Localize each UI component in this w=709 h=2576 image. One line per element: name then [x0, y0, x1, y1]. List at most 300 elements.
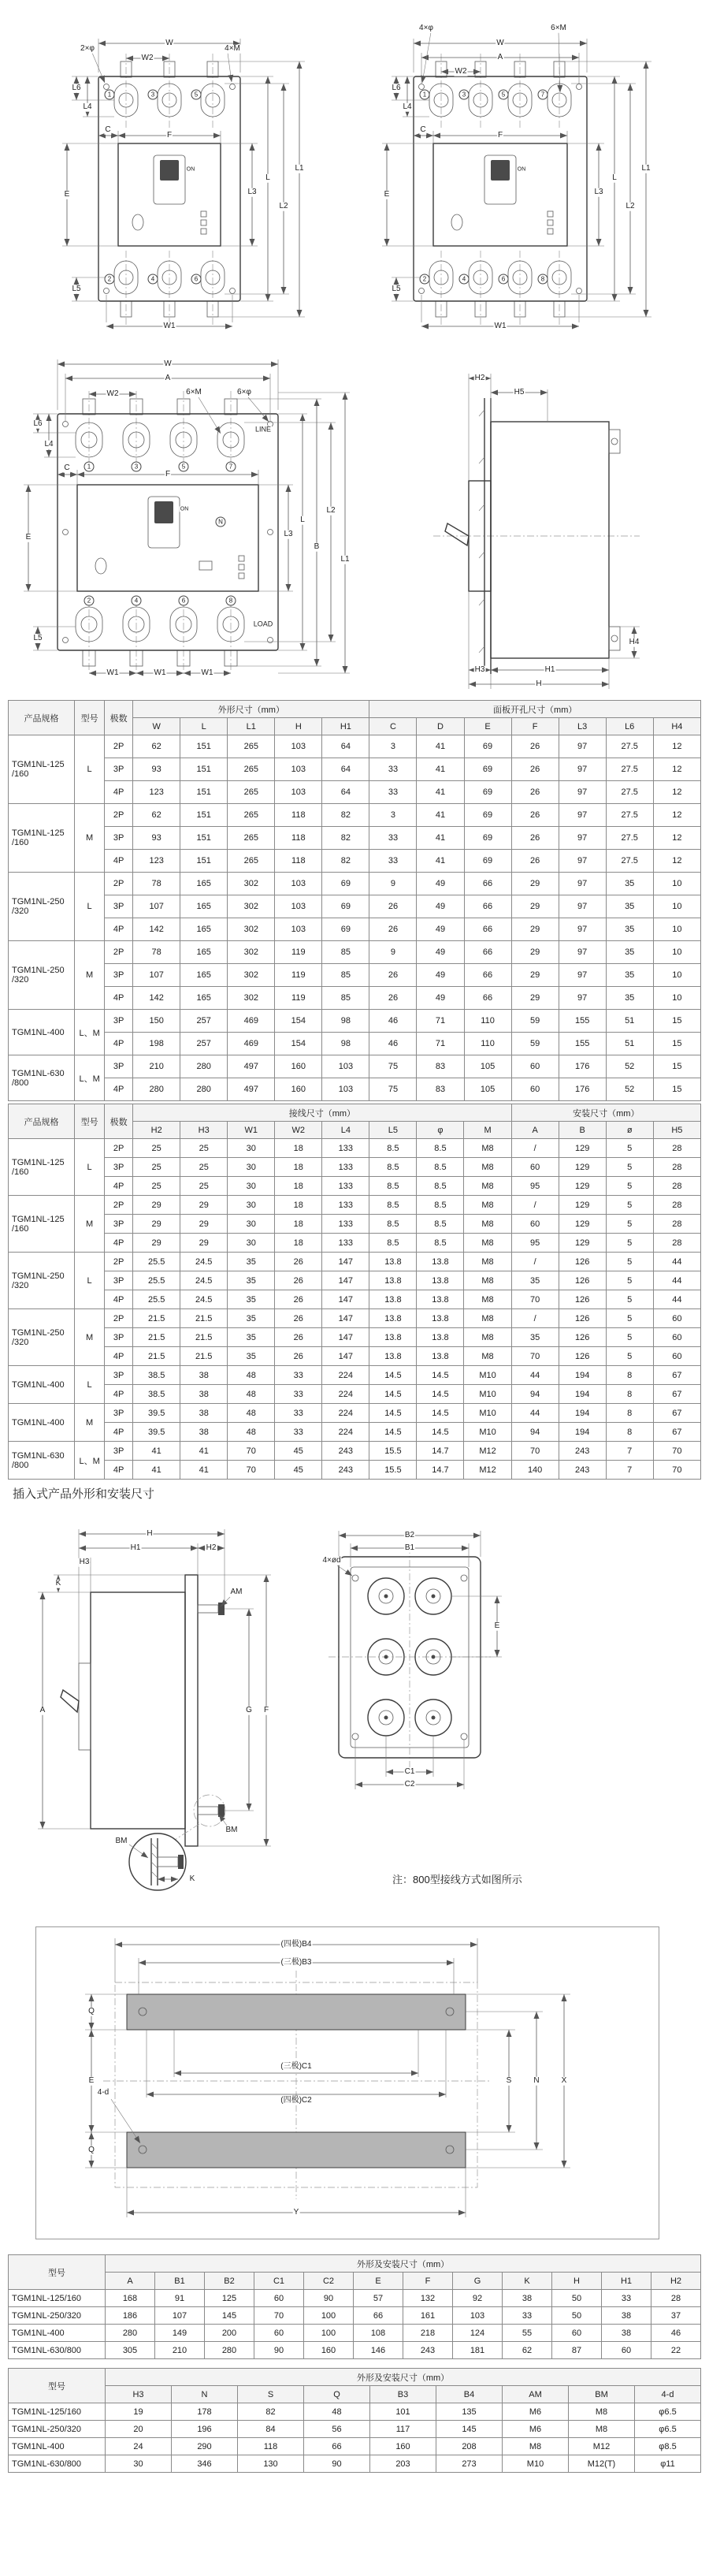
table-cell: 125: [205, 2290, 254, 2307]
table-cell: 26: [275, 1271, 322, 1290]
column-header: 外形及安装尺寸（mm）: [106, 2369, 701, 2386]
table-cell: 24: [106, 2438, 172, 2455]
column-header: A: [106, 2273, 155, 2290]
table-cell: 4P: [105, 987, 133, 1010]
table-cell: TGM1NL-250 /320: [9, 873, 75, 941]
table-cell: 12: [653, 781, 700, 804]
table-cell: 26: [275, 1309, 322, 1328]
table-row: [9, 735, 701, 758]
table-cell: 10: [653, 873, 700, 895]
table-cell: 51: [606, 1033, 653, 1055]
table-cell: 41: [417, 827, 464, 850]
table-cell: 49: [417, 987, 464, 1010]
table-cell: 44: [511, 1366, 559, 1385]
column-header: H1: [322, 718, 369, 735]
table-cell: 60: [511, 1078, 559, 1101]
table-cell: 14.5: [417, 1423, 464, 1442]
table-cell: 160: [275, 1078, 322, 1101]
dimension-label: A: [39, 1705, 46, 1714]
dimension-label: LOAD: [253, 620, 273, 628]
table-cell: 4P: [105, 1290, 133, 1309]
table-cell: TGM1NL-125 /160: [9, 804, 75, 873]
table-cell: 44: [653, 1271, 700, 1290]
front-view-3pole-graphic: [43, 17, 343, 344]
table-cell: 265: [228, 804, 275, 827]
table-row: [9, 1139, 701, 1158]
table-cell: 147: [322, 1253, 369, 1271]
table-cell: M8: [569, 2403, 635, 2421]
terminal-number-label: 3: [148, 90, 158, 100]
table-cell: 30: [228, 1196, 275, 1215]
table-cell: 3P: [105, 1215, 133, 1234]
table-cell: 15: [653, 1078, 700, 1101]
column-header: 型号: [75, 701, 105, 735]
table-cell: 78: [133, 873, 180, 895]
wiring-dimensions-table: [8, 1104, 701, 1480]
table-cell: 33: [369, 850, 417, 873]
table-cell: 70: [228, 1461, 275, 1480]
dimension-label: L4: [83, 102, 92, 111]
table-cell: 25: [133, 1139, 180, 1158]
dimension-label: C: [64, 463, 70, 472]
dimension-label: (三极)B3: [280, 1957, 312, 1967]
table-cell: 133: [322, 1158, 369, 1177]
table-cell: 9: [369, 941, 417, 964]
table-cell: 8.5: [417, 1234, 464, 1253]
dimension-label: E: [64, 189, 70, 199]
table-cell: 60: [653, 1347, 700, 1366]
table-cell: /: [511, 1139, 559, 1158]
table-cell: 33: [602, 2290, 651, 2307]
table-cell: 147: [322, 1271, 369, 1290]
table-cell: 9: [369, 873, 417, 895]
table-cell: 35: [511, 1271, 559, 1290]
table-cell: TGM1NL-400: [9, 1404, 75, 1442]
table-cell: 19: [106, 2403, 172, 2421]
table-cell: 35: [606, 964, 653, 987]
table-cell: 129: [559, 1139, 606, 1158]
table-cell: 97: [559, 781, 606, 804]
table-row: [9, 781, 701, 804]
column-header: 型号: [9, 2369, 106, 2403]
column-header: H2: [651, 2273, 701, 2290]
table-cell: TGM1NL-125/160: [9, 2403, 106, 2421]
table-cell: 8.5: [369, 1158, 417, 1177]
table-cell: 4P: [105, 1234, 133, 1253]
column-header: B1: [155, 2273, 205, 2290]
table-cell: M12: [464, 1442, 511, 1461]
table-cell: 10: [653, 964, 700, 987]
table-cell: 129: [559, 1196, 606, 1215]
table-cell: 82: [322, 804, 369, 827]
table-cell: M8: [464, 1196, 511, 1215]
dimension-label: L5: [392, 284, 401, 293]
table-cell: 151: [180, 758, 228, 781]
dimension-label: 6×M: [551, 23, 566, 32]
table-row: [9, 1033, 701, 1055]
column-header: Q: [304, 2386, 370, 2403]
table-cell: 10: [653, 918, 700, 941]
table-cell: 210: [133, 1055, 180, 1078]
table-row: [9, 987, 701, 1010]
table-cell: 83: [417, 1078, 464, 1101]
table-cell: 26: [511, 781, 559, 804]
dimension-label: B: [314, 542, 320, 551]
table-cell: 18: [275, 1177, 322, 1196]
table-cell: 97: [559, 964, 606, 987]
table-cell: TGM1NL-250 /320: [9, 941, 75, 1010]
table-cell: 27.5: [606, 735, 653, 758]
table-cell: 3P: [105, 895, 133, 918]
dimension-label: L: [265, 173, 270, 182]
table-cell: 133: [322, 1177, 369, 1196]
header-row: [9, 1104, 701, 1122]
dimension-label: W1: [163, 321, 176, 330]
table-cell: 103: [275, 758, 322, 781]
column-header: K: [503, 2273, 552, 2290]
table-cell: 49: [417, 895, 464, 918]
table-cell: 196: [172, 2421, 238, 2438]
table-cell: 70: [254, 2307, 304, 2325]
table-cell: 90: [304, 2455, 370, 2473]
table-cell: 97: [559, 850, 606, 873]
table-cell: 168: [106, 2290, 155, 2307]
table-cell: L: [75, 1253, 105, 1309]
dimension-label: W2: [455, 66, 467, 76]
table-cell: 70: [228, 1442, 275, 1461]
table-row: [9, 804, 701, 827]
table-cell: 14.5: [369, 1404, 417, 1423]
dimension-label: L2: [279, 201, 288, 210]
terminal-number-label: 4: [132, 596, 142, 606]
column-header: H: [275, 718, 322, 735]
dimension-label: W: [496, 38, 504, 47]
column-header: H2: [133, 1122, 180, 1139]
table-row: [9, 1215, 701, 1234]
table-cell: 51: [606, 1010, 653, 1033]
table-cell: 41: [133, 1461, 180, 1480]
table-cell: L: [75, 735, 105, 804]
table-cell: 52: [606, 1078, 653, 1101]
table-row: [9, 918, 701, 941]
table-cell: 35: [228, 1253, 275, 1271]
table-cell: 67: [653, 1404, 700, 1423]
table-cell: 30: [228, 1158, 275, 1177]
table-cell: 70: [511, 1442, 559, 1461]
table-cell: 18: [275, 1158, 322, 1177]
table-cell: /: [511, 1309, 559, 1328]
table-cell: 26: [511, 827, 559, 850]
table-cell: 14.7: [417, 1461, 464, 1480]
table-cell: 243: [322, 1461, 369, 1480]
table-cell: 27.5: [606, 804, 653, 827]
column-header: L5: [369, 1122, 417, 1139]
table-cell: 2P: [105, 735, 133, 758]
table-cell: 101: [370, 2403, 436, 2421]
table-cell: 302: [228, 918, 275, 941]
table-cell: 118: [238, 2438, 304, 2455]
table-row: [9, 873, 701, 895]
table-cell: 5: [606, 1347, 653, 1366]
table-cell: 69: [464, 827, 511, 850]
table-cell: 21.5: [180, 1328, 228, 1347]
column-header: C: [369, 718, 417, 735]
table-row: [9, 1309, 701, 1328]
side-view-graphic: [410, 355, 646, 694]
table-cell: 27.5: [606, 758, 653, 781]
plugin-mounting-table: [8, 2368, 701, 2473]
table-cell: TGM1NL-400: [9, 2325, 106, 2342]
table-cell: 98: [322, 1033, 369, 1055]
table-cell: 176: [559, 1055, 606, 1078]
table-cell: 21.5: [133, 1347, 180, 1366]
table-cell: 25.5: [133, 1253, 180, 1271]
column-header: 4-d: [635, 2386, 701, 2403]
table-cell: 66: [464, 964, 511, 987]
column-header: 产品规格: [9, 1104, 75, 1139]
table-cell: 5: [606, 1234, 653, 1253]
table-cell: 21.5: [133, 1309, 180, 1328]
table-cell: TGM1NL-630/800: [9, 2455, 106, 2473]
table-cell: 208: [436, 2438, 503, 2455]
table-cell: 257: [180, 1033, 228, 1055]
table-cell: 44: [653, 1290, 700, 1309]
table-cell: 5: [606, 1139, 653, 1158]
table-cell: 2P: [105, 1253, 133, 1271]
table-cell: 129: [559, 1234, 606, 1253]
table-cell: 3: [369, 804, 417, 827]
table-cell: 26: [275, 1290, 322, 1309]
table-cell: 64: [322, 735, 369, 758]
dimension-label: L4: [44, 439, 54, 449]
table-cell: 103: [322, 1078, 369, 1101]
table-cell: 57: [354, 2290, 403, 2307]
table-cell: L: [75, 1366, 105, 1404]
column-header: D: [417, 718, 464, 735]
table-cell: 147: [322, 1309, 369, 1328]
terminal-number-label: 8: [538, 274, 548, 285]
table-cell: 38: [503, 2290, 552, 2307]
table-cell: 83: [417, 1055, 464, 1078]
table-cell: TGM1NL-400: [9, 1366, 75, 1404]
table-row: [9, 1404, 701, 1423]
dimension-label: K: [55, 1578, 61, 1588]
table-cell: 21.5: [180, 1309, 228, 1328]
column-header: 极数: [105, 701, 133, 735]
table-cell: 29: [133, 1215, 180, 1234]
terminal-number-label: N: [216, 517, 226, 527]
table-cell: 97: [559, 827, 606, 850]
table-cell: 69: [464, 850, 511, 873]
table-cell: 24.5: [180, 1271, 228, 1290]
table-cell: 29: [511, 964, 559, 987]
dimension-label: L3: [284, 529, 293, 538]
dimension-label: L2: [625, 201, 635, 210]
dimension-label: 6×φ: [237, 387, 251, 396]
table-cell: 97: [559, 735, 606, 758]
table-cell: 12: [653, 827, 700, 850]
table-cell: 28: [653, 1177, 700, 1196]
table-cell: 94: [511, 1423, 559, 1442]
table-cell: 38.5: [133, 1366, 180, 1385]
dimension-label: BM: [115, 1836, 128, 1845]
table-cell: 119: [275, 964, 322, 987]
dimension-label: W: [164, 359, 172, 368]
terminal-number-label: 4: [459, 274, 470, 285]
table-cell: 33: [275, 1423, 322, 1442]
table-cell: 5: [606, 1328, 653, 1347]
table-cell: 123: [133, 850, 180, 873]
table-cell: 35: [606, 873, 653, 895]
dimension-label: L6: [392, 83, 401, 92]
dimension-label: L6: [33, 419, 43, 428]
table-cell: 154: [275, 1010, 322, 1033]
table-cell: 8.5: [369, 1215, 417, 1234]
table-cell: 78: [133, 941, 180, 964]
table-cell: 8.5: [369, 1196, 417, 1215]
dimension-label: 6×M: [186, 387, 202, 396]
table-cell: 218: [403, 2325, 453, 2342]
table-cell: 35: [228, 1347, 275, 1366]
table-cell: M10: [464, 1366, 511, 1385]
table-cell: 2P: [105, 1139, 133, 1158]
column-header: L4: [322, 1122, 369, 1139]
dimension-label: W1: [201, 668, 213, 677]
front-view-4pole-leakage-drawing: [14, 355, 377, 694]
dimension-label: W2: [106, 389, 119, 398]
table-cell: 67: [653, 1423, 700, 1442]
table-cell: 151: [180, 804, 228, 827]
column-header: BM: [569, 2386, 635, 2403]
table-cell: 8.5: [369, 1234, 417, 1253]
table-row: [9, 1196, 701, 1215]
dimension-label: W1: [154, 668, 166, 677]
table-cell: 3P: [105, 1442, 133, 1461]
table-row: [9, 1366, 701, 1385]
table-cell: TGM1NL-125/160: [9, 2290, 106, 2307]
table-cell: 8.5: [417, 1158, 464, 1177]
dimension-label: E: [384, 189, 390, 199]
table-cell: 147: [322, 1347, 369, 1366]
terminal-number-label: 8: [226, 596, 236, 606]
table-cell: 92: [453, 2290, 503, 2307]
table-cell: 14.5: [417, 1385, 464, 1404]
table-cell: 10: [653, 987, 700, 1010]
terminal-number-label: 3: [132, 462, 142, 472]
column-header: H5: [653, 1122, 700, 1139]
table-cell: 69: [464, 781, 511, 804]
dimension-label: C2: [404, 1779, 415, 1789]
dimension-label: H2: [474, 373, 485, 382]
table-row: [9, 1177, 701, 1196]
column-header: 安装尺寸（mm）: [511, 1104, 700, 1122]
table-cell: 28: [653, 1158, 700, 1177]
table-cell: 27.5: [606, 781, 653, 804]
table-cell: 97: [559, 804, 606, 827]
terminal-number-label: 7: [538, 90, 548, 100]
table-cell: TGM1NL-630/800: [9, 2342, 106, 2359]
table-cell: 24.5: [180, 1290, 228, 1309]
table-cell: 62: [133, 804, 180, 827]
table-cell: 35: [606, 895, 653, 918]
front-view-4pole-leakage-graphic: [14, 355, 377, 694]
dimension-label: L5: [33, 633, 43, 642]
table-cell: 49: [417, 941, 464, 964]
table-cell: 44: [511, 1404, 559, 1423]
table-cell: 142: [133, 918, 180, 941]
table-cell: 3P: [105, 1404, 133, 1423]
table-cell: 165: [180, 987, 228, 1010]
table-cell: 151: [180, 827, 228, 850]
table-cell: 46: [369, 1033, 417, 1055]
table-cell: 13.8: [417, 1271, 464, 1290]
column-header: B4: [436, 2386, 503, 2403]
table-cell: 44: [653, 1253, 700, 1271]
table-cell: 3P: [105, 1158, 133, 1177]
table-cell: 66: [464, 941, 511, 964]
table-cell: M8: [464, 1177, 511, 1196]
table-cell: 4P: [105, 1177, 133, 1196]
table-cell: 210: [155, 2342, 205, 2359]
table-cell: φ8.5: [635, 2438, 701, 2455]
table-cell: 28: [653, 1139, 700, 1158]
table-cell: 302: [228, 895, 275, 918]
table-cell: 46: [369, 1010, 417, 1033]
table-cell: 5: [606, 1290, 653, 1309]
table-cell: 181: [453, 2342, 503, 2359]
table-cell: 12: [653, 758, 700, 781]
table-cell: 13.8: [369, 1347, 417, 1366]
table-cell: 39.5: [133, 1404, 180, 1423]
table-cell: 145: [205, 2307, 254, 2325]
table-cell: 15.5: [369, 1461, 417, 1480]
table-cell: 90: [304, 2290, 354, 2307]
table-cell: 5: [606, 1215, 653, 1234]
table-cell: 85: [322, 964, 369, 987]
table-cell: 98: [322, 1010, 369, 1033]
table-cell: 70: [653, 1442, 700, 1461]
table-cell: 97: [559, 987, 606, 1010]
dimension-label: W1: [106, 668, 119, 677]
table-cell: 12: [653, 850, 700, 873]
table-cell: L: [75, 873, 105, 941]
dimension-label: H: [536, 679, 542, 688]
table-cell: 4P: [105, 1033, 133, 1055]
dimension-label: (三极)C1: [280, 2061, 312, 2071]
table-cell: 29: [180, 1234, 228, 1253]
table-cell: 33: [369, 827, 417, 850]
table-cell: 145: [436, 2421, 503, 2438]
dimension-label: L4: [403, 102, 412, 111]
table-row: [9, 1253, 701, 1271]
table-cell: L、M: [75, 1442, 105, 1480]
table-cell: 25.5: [133, 1290, 180, 1309]
dimension-label: Q: [88, 2145, 95, 2154]
table-cell: 13.8: [417, 1328, 464, 1347]
table-cell: 93: [133, 758, 180, 781]
table-cell: 4P: [105, 850, 133, 873]
table-cell: 129: [559, 1215, 606, 1234]
plugin-outline-table: [8, 2254, 701, 2359]
table-cell: 2P: [105, 1309, 133, 1328]
table-cell: 13.8: [369, 1253, 417, 1271]
note-800: 注：800型接线方式如图所示: [392, 1874, 522, 1885]
outline-dimensions-table: [8, 700, 701, 1101]
table-cell: 49: [417, 964, 464, 987]
dimension-label: W2: [141, 53, 154, 62]
table-cell: M12: [569, 2438, 635, 2455]
table-cell: 66: [354, 2307, 403, 2325]
